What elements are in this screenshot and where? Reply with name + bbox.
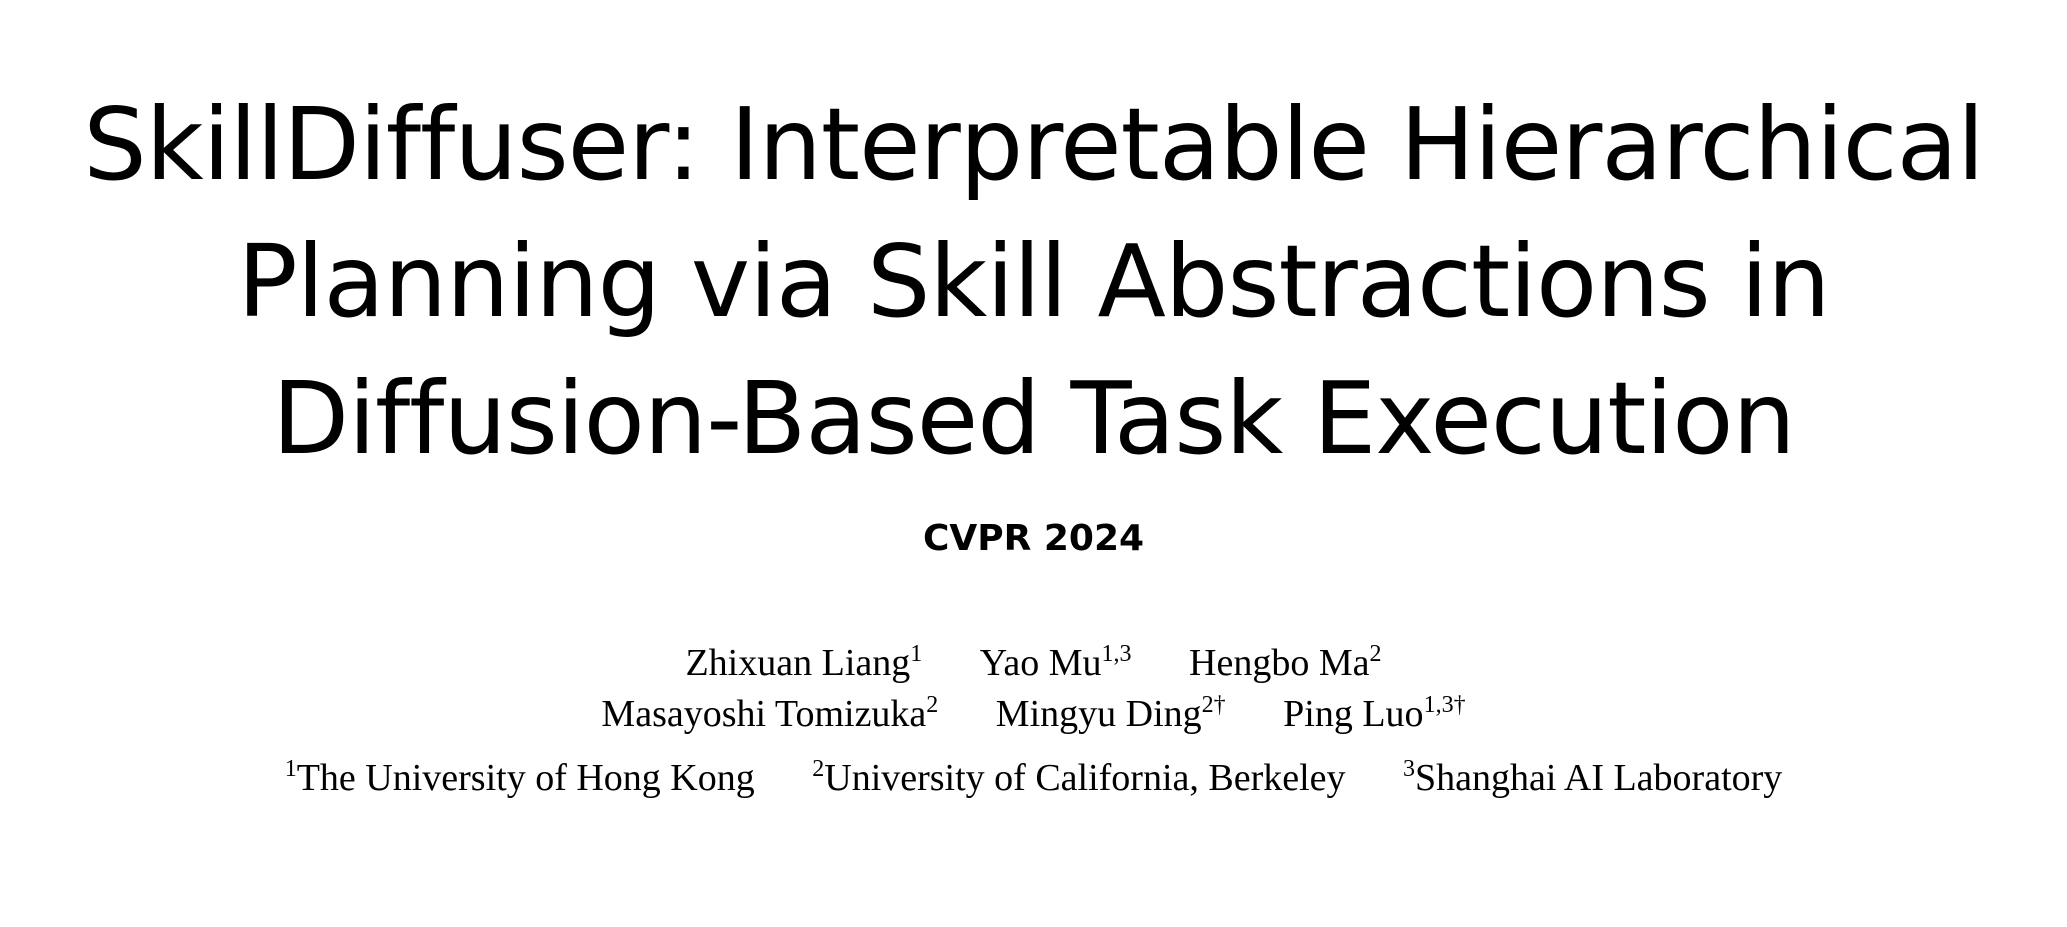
author-row-2 — [0, 689, 2067, 740]
affiliation-mark: 2 — [812, 756, 825, 782]
author-affiliation-mark: 2† — [1201, 692, 1226, 718]
paper-title — [0, 76, 2067, 487]
author — [1283, 689, 1465, 740]
author-affiliation-mark: 1 — [910, 641, 923, 667]
affiliation — [285, 753, 755, 803]
author — [685, 638, 922, 689]
author — [601, 689, 938, 740]
author-name: Ping Luo — [1283, 693, 1424, 735]
author — [996, 689, 1226, 740]
title-line-1: SkillDiffuser: Interpretable Hierarchical — [83, 86, 1984, 203]
affiliation — [812, 753, 1345, 803]
author-row-1 — [0, 638, 2067, 689]
author-name: Masayoshi Tomizuka — [601, 693, 927, 735]
author-affiliation-mark: 1,3 — [1101, 641, 1132, 667]
affiliation-mark: 1 — [284, 756, 297, 782]
venue-label: CVPR 2024 — [922, 518, 1145, 559]
affiliation-name: Shanghai AI Laboratory — [1415, 757, 1783, 799]
affiliation-name: The University of Hong Kong — [296, 757, 755, 799]
title-line-3: Diffusion-Based Task Execution — [272, 360, 1795, 477]
affiliation — [1403, 753, 1782, 803]
author-name: Mingyu Ding — [995, 693, 1202, 735]
author-name: Zhixuan Liang — [685, 642, 911, 684]
author-affiliation-mark: 1,3† — [1423, 692, 1466, 718]
author-name: Yao Mu — [979, 642, 1102, 684]
affiliation-mark: 3 — [1403, 756, 1416, 782]
author-affiliation-mark: 2 — [926, 692, 939, 718]
author-affiliation-mark: 2 — [1369, 641, 1382, 667]
author-name: Hengbo Ma — [1189, 642, 1370, 684]
affiliation-name: University of California, Berkeley — [824, 757, 1346, 799]
affiliation-list — [0, 753, 2067, 803]
title-line-2: Planning via Skill Abstractions in — [237, 223, 1830, 340]
author-list — [0, 638, 2067, 740]
author — [980, 638, 1132, 689]
author — [1189, 638, 1381, 689]
